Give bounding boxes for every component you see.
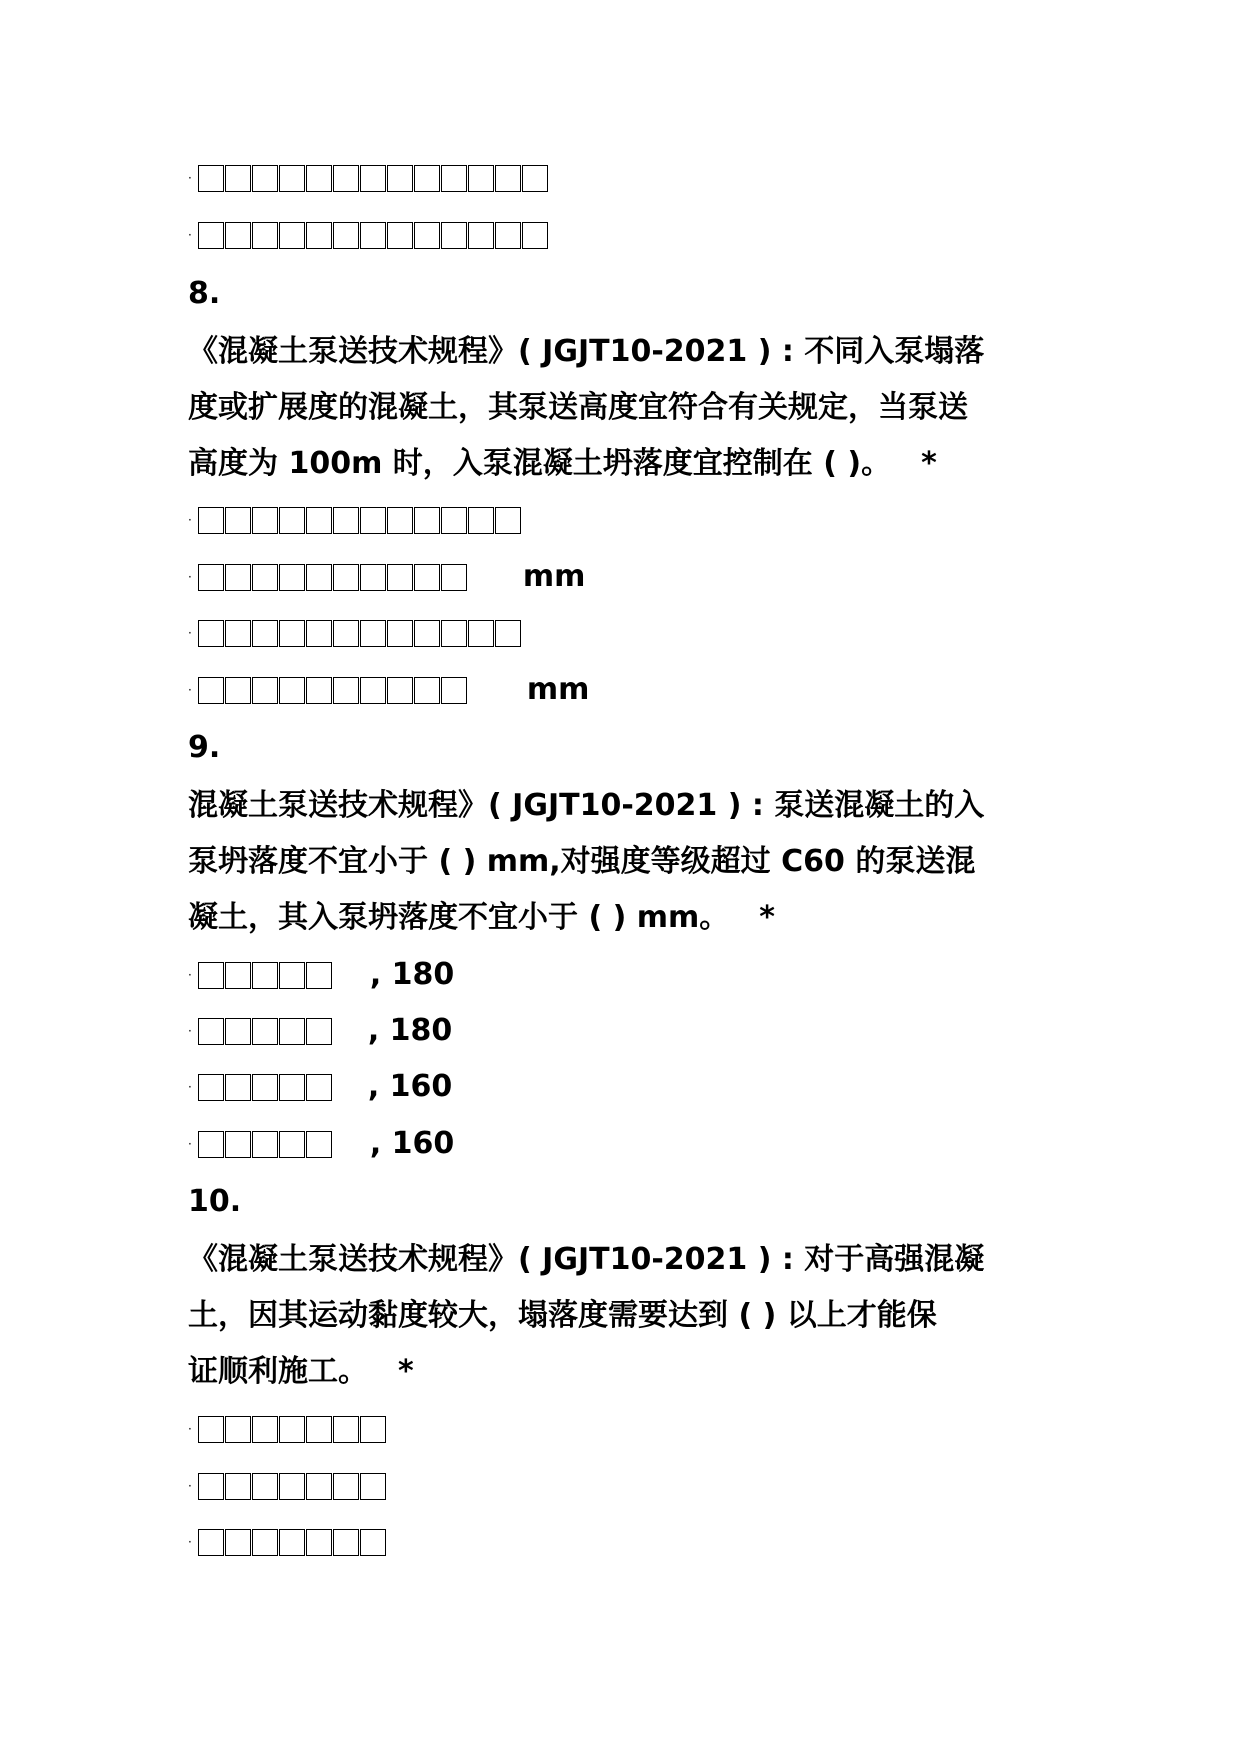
- question-9-text-line-3: [188, 898, 775, 938]
- missing-glyph-box: [252, 677, 278, 704]
- option-suffix: , 160: [367, 1069, 453, 1104]
- missing-glyph-box: [252, 620, 278, 647]
- missing-glyph-box: [198, 1473, 224, 1500]
- missing-glyph-box: [225, 507, 251, 534]
- missing-glyph-box: [414, 165, 440, 192]
- question-9-number: 9.: [188, 730, 221, 765]
- question-9-text-line-1: 混凝土泵送技术规程》( JGJT10-2021 ) : 泵送混凝土的入: [188, 788, 985, 823]
- option-placeholder-boxes: [198, 1018, 332, 1045]
- missing-glyph-box: [306, 1018, 332, 1045]
- missing-glyph-box: [414, 564, 440, 591]
- question-8-option-b[interactable]: [188, 557, 585, 597]
- missing-glyph-box: [279, 962, 305, 989]
- missing-glyph-box: [198, 677, 224, 704]
- option-prev-2[interactable]: [188, 215, 548, 255]
- missing-glyph-box: [279, 1529, 305, 1556]
- missing-glyph-box: [198, 165, 224, 192]
- option-bullet: ·: [188, 1024, 192, 1038]
- missing-glyph-box: [306, 1074, 332, 1101]
- missing-glyph-box: [414, 507, 440, 534]
- option-placeholder-boxes: [198, 962, 332, 989]
- question-8-option-c[interactable]: [188, 613, 521, 653]
- missing-glyph-box: [252, 1131, 278, 1158]
- option-placeholder-boxes: [198, 620, 521, 647]
- missing-glyph-box: [360, 1473, 386, 1500]
- missing-glyph-box: [360, 1416, 386, 1443]
- missing-glyph-box: [441, 507, 467, 534]
- missing-glyph-box: [360, 564, 386, 591]
- option-suffix: , 160: [369, 1126, 455, 1161]
- missing-glyph-box: [441, 165, 467, 192]
- required-asterisk: *: [398, 1354, 414, 1389]
- option-bullet: ·: [188, 513, 192, 527]
- missing-glyph-box: [225, 1131, 251, 1158]
- missing-glyph-box: [252, 165, 278, 192]
- missing-glyph-box: [333, 165, 359, 192]
- option-placeholder-boxes: [198, 222, 548, 249]
- missing-glyph-box: [387, 564, 413, 591]
- question-10-number: 10.: [188, 1184, 242, 1219]
- missing-glyph-box: [198, 564, 224, 591]
- missing-glyph-box: [468, 222, 494, 249]
- missing-glyph-box: [522, 165, 548, 192]
- missing-glyph-box: [333, 222, 359, 249]
- missing-glyph-box: [441, 620, 467, 647]
- option-suffix: mm: [522, 559, 586, 594]
- missing-glyph-box: [225, 620, 251, 647]
- option-bullet: ·: [188, 968, 192, 982]
- missing-glyph-box: [279, 1018, 305, 1045]
- question-8-number: 8.: [188, 276, 221, 311]
- missing-glyph-box: [279, 1416, 305, 1443]
- option-prev-1[interactable]: [188, 158, 548, 198]
- option-placeholder-boxes: [198, 1074, 332, 1101]
- missing-glyph-box: [333, 1416, 359, 1443]
- option-bullet: ·: [188, 1422, 192, 1436]
- missing-glyph-box: [333, 507, 359, 534]
- missing-glyph-box: [198, 1018, 224, 1045]
- missing-glyph-box: [279, 1074, 305, 1101]
- question-10-text-line-1: 《混凝土泵送技术规程》( JGJT10-2021 ) : 对于高强混凝: [188, 1242, 985, 1277]
- missing-glyph-box: [252, 222, 278, 249]
- missing-glyph-box: [414, 222, 440, 249]
- missing-glyph-box: [198, 1416, 224, 1443]
- option-bullet: ·: [188, 683, 192, 697]
- missing-glyph-box: [279, 165, 305, 192]
- option-suffix: , 180: [369, 957, 455, 992]
- question-9-option-d[interactable]: [188, 1124, 454, 1164]
- missing-glyph-box: [279, 677, 305, 704]
- missing-glyph-box: [225, 962, 251, 989]
- missing-glyph-box: [252, 1018, 278, 1045]
- option-placeholder-boxes: [198, 165, 548, 192]
- missing-glyph-box: [522, 222, 548, 249]
- required-asterisk: *: [759, 900, 775, 935]
- missing-glyph-box: [198, 222, 224, 249]
- question-8-text-line-3-content: 高度为 100m 时，入泵混凝土坍落度宜控制在 ( )。: [188, 446, 892, 481]
- question-8-text-line-2: 度或扩展度的混凝土，其泵送高度宜符合有关规定，当泵送: [188, 390, 968, 425]
- option-bullet: ·: [188, 228, 192, 242]
- missing-glyph-box: [306, 962, 332, 989]
- option-placeholder-boxes: [198, 1529, 386, 1556]
- missing-glyph-box: [306, 1529, 332, 1556]
- missing-glyph-box: [225, 165, 251, 192]
- question-9-option-b[interactable]: [188, 1011, 452, 1051]
- missing-glyph-box: [387, 507, 413, 534]
- missing-glyph-box: [279, 620, 305, 647]
- missing-glyph-box: [252, 1416, 278, 1443]
- missing-glyph-box: [360, 222, 386, 249]
- missing-glyph-box: [333, 1473, 359, 1500]
- missing-glyph-box: [468, 620, 494, 647]
- missing-glyph-box: [306, 1131, 332, 1158]
- missing-glyph-box: [441, 222, 467, 249]
- missing-glyph-box: [333, 677, 359, 704]
- missing-glyph-box: [225, 564, 251, 591]
- missing-glyph-box: [495, 222, 521, 249]
- question-8-text-line-3: [188, 444, 937, 484]
- missing-glyph-box: [252, 564, 278, 591]
- missing-glyph-box: [198, 962, 224, 989]
- missing-glyph-box: [306, 222, 332, 249]
- missing-glyph-box: [360, 1529, 386, 1556]
- question-10-option-b[interactable]: [188, 1466, 386, 1506]
- option-placeholder-boxes: [198, 1416, 386, 1443]
- missing-glyph-box: [306, 1473, 332, 1500]
- option-placeholder-boxes: [198, 1473, 386, 1500]
- missing-glyph-box: [333, 564, 359, 591]
- missing-glyph-box: [441, 564, 467, 591]
- option-bullet: ·: [188, 570, 192, 584]
- option-bullet: ·: [188, 1479, 192, 1493]
- missing-glyph-box: [306, 564, 332, 591]
- missing-glyph-box: [252, 962, 278, 989]
- missing-glyph-box: [279, 564, 305, 591]
- missing-glyph-box: [495, 165, 521, 192]
- missing-glyph-box: [360, 507, 386, 534]
- option-suffix: mm: [526, 672, 590, 707]
- option-bullet: ·: [188, 626, 192, 640]
- missing-glyph-box: [387, 620, 413, 647]
- missing-glyph-box: [252, 507, 278, 534]
- missing-glyph-box: [225, 1473, 251, 1500]
- question-8-option-a[interactable]: [188, 500, 521, 540]
- missing-glyph-box: [225, 1529, 251, 1556]
- question-10-text-line-3: [188, 1352, 414, 1392]
- missing-glyph-box: [333, 620, 359, 647]
- missing-glyph-box: [306, 620, 332, 647]
- missing-glyph-box: [279, 1473, 305, 1500]
- missing-glyph-box: [360, 165, 386, 192]
- question-10-option-c[interactable]: [188, 1522, 386, 1562]
- question-9-text-line-3-content: 凝土，其入泵坍落度不宜小于 ( ) mm。: [188, 900, 730, 935]
- option-bullet: ·: [188, 1137, 192, 1151]
- required-asterisk: *: [921, 446, 937, 481]
- question-9-option-c[interactable]: [188, 1067, 452, 1107]
- option-bullet: ·: [188, 171, 192, 185]
- question-10-text-line-3-content: 证顺利施工。: [188, 1354, 368, 1389]
- option-placeholder-boxes: [198, 1131, 332, 1158]
- option-placeholder-boxes: [198, 677, 467, 704]
- missing-glyph-box: [225, 677, 251, 704]
- missing-glyph-box: [333, 1529, 359, 1556]
- option-placeholder-boxes: [198, 507, 521, 534]
- missing-glyph-box: [468, 165, 494, 192]
- missing-glyph-box: [198, 1074, 224, 1101]
- question-9-option-a[interactable]: [188, 955, 454, 995]
- missing-glyph-box: [252, 1074, 278, 1101]
- missing-glyph-box: [279, 1131, 305, 1158]
- question-10-option-a[interactable]: [188, 1409, 386, 1449]
- missing-glyph-box: [225, 1074, 251, 1101]
- question-8-option-d[interactable]: [188, 670, 589, 710]
- missing-glyph-box: [495, 507, 521, 534]
- missing-glyph-box: [468, 507, 494, 534]
- missing-glyph-box: [198, 1529, 224, 1556]
- missing-glyph-box: [441, 677, 467, 704]
- missing-glyph-box: [306, 677, 332, 704]
- option-suffix: , 180: [367, 1013, 453, 1048]
- missing-glyph-box: [225, 1018, 251, 1045]
- missing-glyph-box: [306, 165, 332, 192]
- option-bullet: ·: [188, 1080, 192, 1094]
- missing-glyph-box: [225, 222, 251, 249]
- missing-glyph-box: [279, 507, 305, 534]
- missing-glyph-box: [252, 1529, 278, 1556]
- missing-glyph-box: [360, 620, 386, 647]
- missing-glyph-box: [252, 1473, 278, 1500]
- missing-glyph-box: [387, 677, 413, 704]
- option-bullet: ·: [188, 1535, 192, 1549]
- question-8-text-line-1: 《混凝土泵送技术规程》( JGJT10-2021 ) : 不同入泵塌落: [188, 334, 985, 369]
- missing-glyph-box: [306, 1416, 332, 1443]
- missing-glyph-box: [306, 507, 332, 534]
- missing-glyph-box: [414, 677, 440, 704]
- question-10-text-line-2: 土，因其运动黏度较大，塌落度需要达到 ( ) 以上才能保: [188, 1298, 937, 1333]
- question-9-text-line-2: 泵坍落度不宜小于 ( ) mm,对强度等级超过 C60 的泵送混: [188, 844, 976, 879]
- missing-glyph-box: [387, 222, 413, 249]
- missing-glyph-box: [198, 620, 224, 647]
- missing-glyph-box: [225, 1416, 251, 1443]
- option-placeholder-boxes: [198, 564, 467, 591]
- missing-glyph-box: [495, 620, 521, 647]
- missing-glyph-box: [387, 165, 413, 192]
- missing-glyph-box: [414, 620, 440, 647]
- missing-glyph-box: [279, 222, 305, 249]
- missing-glyph-box: [360, 677, 386, 704]
- missing-glyph-box: [198, 1131, 224, 1158]
- missing-glyph-box: [198, 507, 224, 534]
